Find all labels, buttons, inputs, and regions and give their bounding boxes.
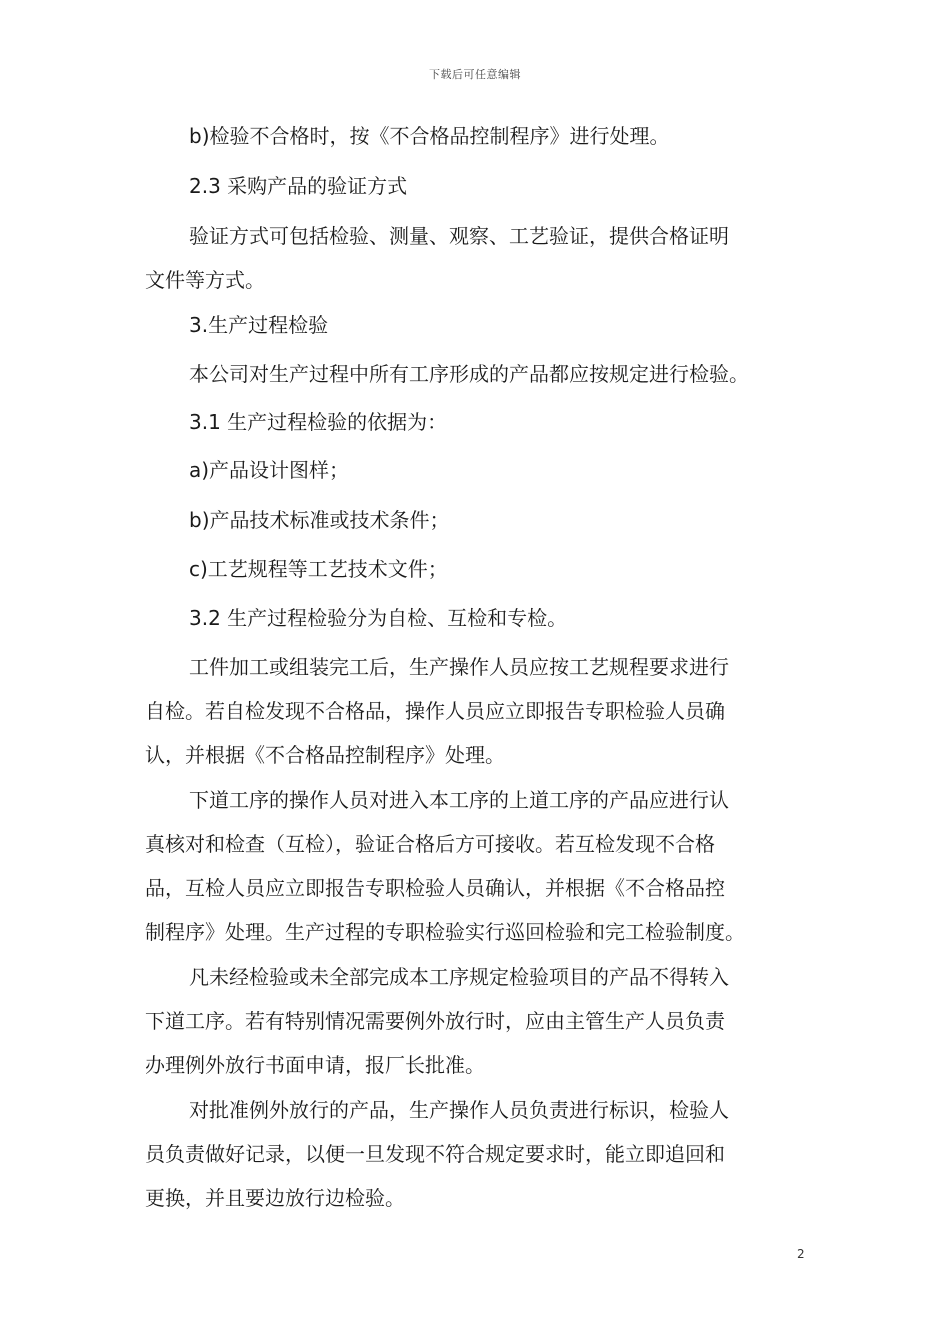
text-line: 更换，并且要边放行边检验。 bbox=[145, 1186, 405, 1210]
text-line: 真核对和检查（互检），验证合格后方可接收。若互检发现不合格 bbox=[145, 832, 715, 856]
text-line: 下道工序的操作人员对进入本工序的上道工序的产品应进行认 bbox=[189, 788, 729, 812]
text-line: 工件加工或组装完工后，生产操作人员应按工艺规程要求进行 bbox=[189, 655, 729, 679]
text-line: 品，互检人员应立即报告专职检验人员确认，并根据《不合格品控 bbox=[145, 876, 725, 900]
section-heading: 3.1 生产过程检验的依据为： bbox=[189, 410, 448, 434]
page-number: 2 bbox=[797, 1247, 805, 1261]
list-item: a)产品设计图样； bbox=[189, 458, 350, 482]
text-line: 办理例外放行书面申请，报厂长批准。 bbox=[145, 1053, 485, 1077]
text-line: 验证方式可包括检验、测量、观察、工艺验证，提供合格证明 bbox=[189, 224, 729, 248]
text-line: 对批准例外放行的产品，生产操作人员负责进行标识，检验人 bbox=[189, 1098, 729, 1122]
text-line: 员负责做好记录，以便一旦发现不符合规定要求时，能立即追回和 bbox=[145, 1142, 725, 1166]
text-line: 制程序》处理。生产过程的专职检验实行巡回检验和完工检验制度。 bbox=[145, 920, 745, 944]
text-line: 下道工序。若有特别情况需要例外放行时，应由主管生产人员负责 bbox=[145, 1009, 725, 1033]
section-heading: 3.生产过程检验 bbox=[189, 313, 329, 337]
text-line: 凡未经检验或未全部完成本工序规定检验项目的产品不得转入 bbox=[189, 965, 729, 989]
text-line: 认，并根据《不合格品控制程序》处理。 bbox=[145, 743, 505, 767]
text-line: 自检。若自检发现不合格品，操作人员应立即报告专职检验人员确 bbox=[145, 699, 725, 723]
list-item: c)工艺规程等工艺技术文件； bbox=[189, 557, 448, 581]
section-heading: 3.2 生产过程检验分为自检、互检和专检。 bbox=[189, 606, 568, 630]
text-line: 文件等方式。 bbox=[145, 268, 265, 292]
text-line: 本公司对生产过程中所有工序形成的产品都应按规定进行检验。 bbox=[189, 362, 749, 386]
list-item: b)产品技术标准或技术条件； bbox=[189, 508, 450, 532]
text-line: b)检验不合格时，按《不合格品控制程序》进行处理。 bbox=[189, 124, 670, 148]
page-header: 下载后可任意编辑 bbox=[429, 68, 521, 81]
section-heading: 2.3 采购产品的验证方式 bbox=[189, 174, 408, 198]
